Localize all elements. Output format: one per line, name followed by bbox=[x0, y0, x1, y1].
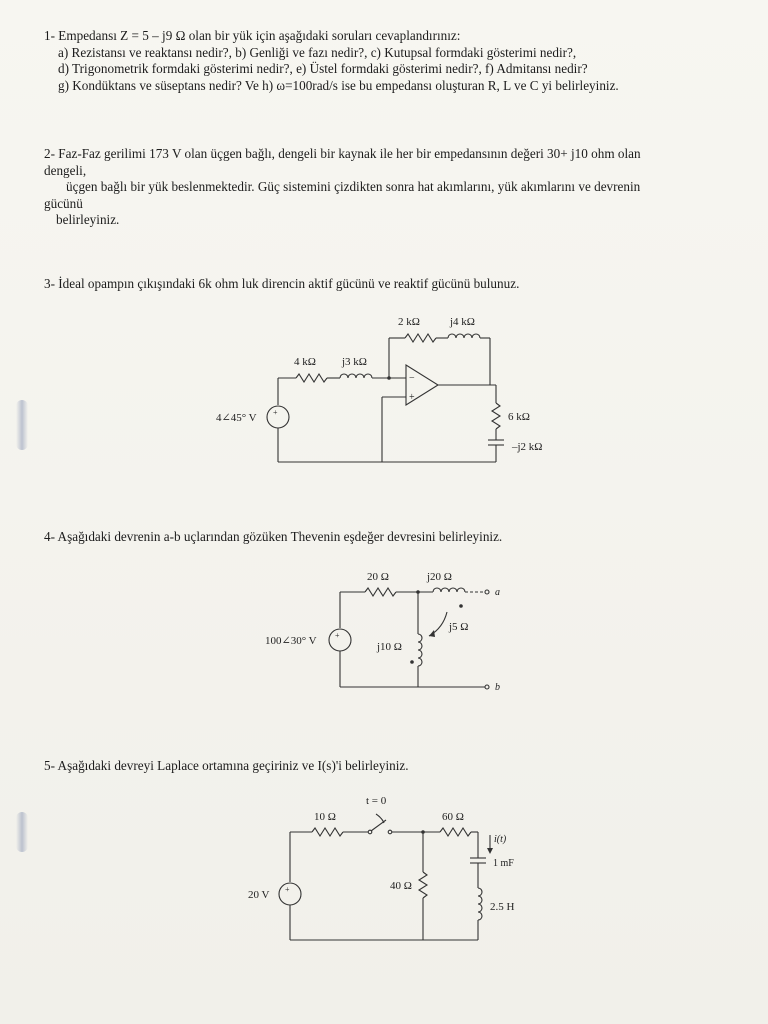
question-2 bbox=[44, 146, 724, 229]
opamp-circuit bbox=[200, 305, 570, 485]
q3-opamp-plus: + bbox=[409, 392, 415, 403]
q5-switch-label: t = 0 bbox=[366, 795, 387, 807]
q5-r2-label: 60 Ω bbox=[442, 811, 464, 823]
q5-source-label: 20 V bbox=[248, 889, 270, 901]
q4-terminal-b: b bbox=[495, 682, 500, 693]
question-1 bbox=[44, 28, 724, 94]
q4-mutual-label: j5 Ω bbox=[449, 621, 469, 633]
q5-r1-label: 10 Ω bbox=[314, 811, 336, 823]
binder-hole-mark bbox=[16, 812, 28, 852]
q3-r-in-label: 4 kΩ bbox=[294, 356, 316, 368]
q4-r1-label: 20 Ω bbox=[367, 571, 389, 583]
q3-l-fb-label: j4 kΩ bbox=[450, 316, 475, 328]
q1-line: a) Rezistansı ve reaktansı nedir?, b) Genliği ve fazı nedir?, c) Kutupsal formdaki gösterimi nedir?, bbox=[58, 44, 577, 60]
q1-line: d) Trigonometrik formdaki gösterimi nedir?, e) Üstel formdaki gösterimi nedir?, f) Admitansı nedir? bbox=[58, 61, 588, 76]
q4-terminal-a: a bbox=[495, 587, 500, 598]
question-5 bbox=[44, 758, 724, 775]
binder-hole-mark bbox=[16, 400, 28, 450]
q4-text: 4- Aşağıdaki devrenin a-b uçlarından gözüken Thevenin eşdeğer devresini belirleyiniz. bbox=[44, 529, 503, 544]
q4-l2-label: j10 Ω bbox=[377, 641, 402, 653]
thevenin-circuit bbox=[255, 562, 525, 697]
q1-line: 1- Empedansı Z = 5 – j9 Ω olan bir yük için aşağıdaki soruları cevaplandırınız: bbox=[44, 28, 461, 43]
q1-line: g) Kondüktans ve süseptans nedir? Ve h) ω=100rad/s ise bu empedansı oluşturan R, L ve C yi belirleyiniz. bbox=[58, 77, 619, 93]
q3-source-plus: + bbox=[273, 408, 278, 417]
q5-current-label: i(t) bbox=[494, 834, 507, 845]
q3-source-label: 4∠45° V bbox=[216, 412, 257, 424]
q2-line: 2- Faz-Faz gerilimi 173 V olan üçgen bağlı, dengeli bir kaynak ile her bir empedansının değeri 30+ j10 ohm olan bbox=[44, 146, 641, 161]
q3-text: 3- İdeal opampın çıkışındaki 6k ohm luk direncin aktif gücünü ve reaktif gücünü bulunuz. bbox=[44, 276, 520, 291]
question-3 bbox=[44, 276, 724, 293]
q2-line: belirleyiniz. bbox=[56, 212, 120, 227]
q3-opamp-minus: − bbox=[409, 373, 415, 384]
q5-text: 5- Aşağıdaki devreyi Laplace ortamına geçiriniz ve I(s)'i belirleyiniz. bbox=[44, 758, 409, 773]
q4-source-plus: + bbox=[335, 631, 340, 640]
q3-c-load-label: –j2 kΩ bbox=[512, 441, 543, 453]
q2-line: dengeli, bbox=[44, 162, 87, 178]
question-4 bbox=[44, 529, 724, 546]
q3-r-load-label: 6 kΩ bbox=[508, 411, 530, 423]
q4-l1-label: j20 Ω bbox=[427, 571, 452, 583]
q5-c-label: 1 mF bbox=[493, 858, 514, 869]
q3-r-fb-label: 2 kΩ bbox=[398, 316, 420, 328]
q2-line: gücünü bbox=[44, 195, 83, 211]
q5-r3-label: 40 Ω bbox=[390, 880, 412, 892]
q5-l-label: 2.5 H bbox=[490, 901, 515, 913]
q3-l-in-label: j3 kΩ bbox=[342, 356, 367, 368]
laplace-circuit bbox=[240, 790, 530, 950]
q5-source-plus: + bbox=[285, 885, 290, 894]
q4-source-label: 100∠30° V bbox=[265, 635, 317, 647]
q2-line: üçgen bağlı bir yük beslenmektedir. Güç sistemini çizdikten sonra hat akımlarını, yük akımlarını ve devrenin bbox=[66, 179, 641, 194]
